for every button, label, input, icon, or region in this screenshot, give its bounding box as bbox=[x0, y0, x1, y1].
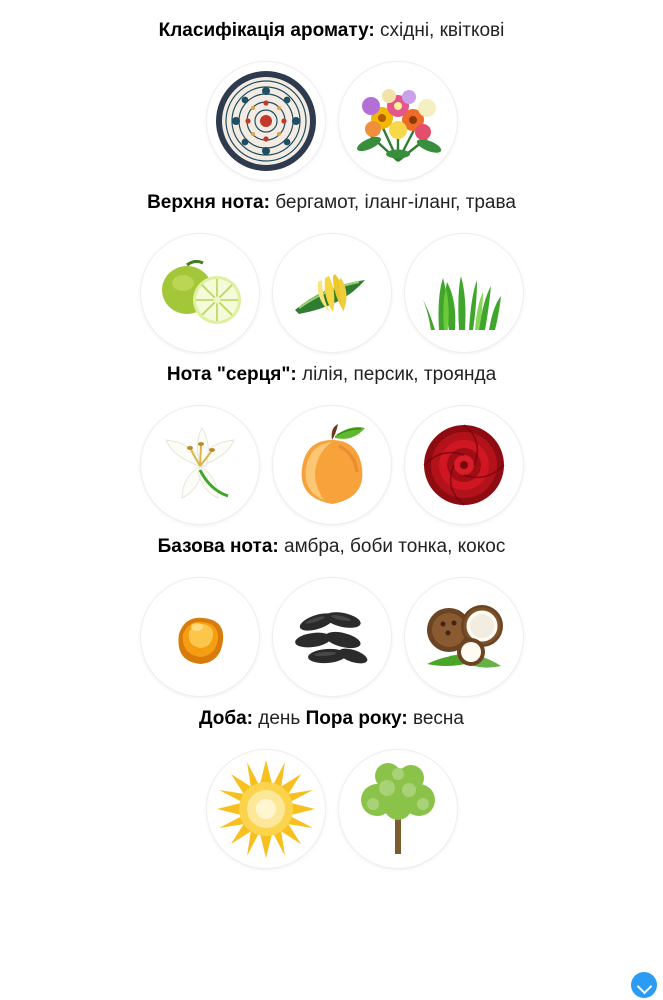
section-top-note bbox=[0, 184, 663, 352]
lily-icon bbox=[141, 406, 259, 524]
bergamot-icon bbox=[141, 234, 259, 352]
section-value: бергамот, іланг-іланг, трава bbox=[269, 192, 516, 213]
section-value: день bbox=[253, 708, 306, 729]
peach-icon bbox=[273, 406, 391, 524]
coconut-icon bbox=[405, 578, 523, 696]
scroll-down-button[interactable] bbox=[631, 972, 657, 998]
section-title-base-note bbox=[0, 528, 663, 560]
sun-icon bbox=[207, 750, 325, 868]
section-title-time-season bbox=[0, 700, 663, 732]
section-label: Класифікація аромату: bbox=[158, 20, 375, 41]
section-value: східні, квіткові bbox=[374, 20, 505, 41]
section-value: амбра, боби тонка, кокос bbox=[278, 536, 506, 557]
section-value-2: весна bbox=[407, 708, 464, 729]
oriental-mandala-icon bbox=[207, 62, 325, 180]
tonka-beans-icon bbox=[273, 578, 391, 696]
ylang-ylang-icon bbox=[273, 234, 391, 352]
icon-row-time-season bbox=[0, 750, 663, 868]
section-label: Верхня нота: bbox=[147, 192, 270, 213]
icon-row-heart-note bbox=[0, 406, 663, 524]
section-title-top-note bbox=[0, 184, 663, 216]
section-classification bbox=[0, 12, 663, 180]
section-base-note bbox=[0, 528, 663, 696]
icon-row-base-note bbox=[0, 578, 663, 696]
section-title-heart-note bbox=[0, 356, 663, 388]
section-label: Доба: bbox=[198, 708, 253, 729]
grass-icon bbox=[405, 234, 523, 352]
section-value: лілія, персик, троянда bbox=[296, 364, 497, 385]
icon-row-classification bbox=[0, 62, 663, 180]
spring-tree-icon bbox=[339, 750, 457, 868]
section-label: Нота "серця": bbox=[166, 364, 297, 385]
amber-icon bbox=[141, 578, 259, 696]
rose-icon bbox=[405, 406, 523, 524]
section-heart-note bbox=[0, 356, 663, 524]
section-title-classification bbox=[0, 12, 663, 44]
section-time-season bbox=[0, 700, 663, 868]
section-label-2: Пора року: bbox=[305, 708, 408, 729]
section-label: Базова нота: bbox=[157, 536, 279, 557]
flower-bouquet-icon bbox=[339, 62, 457, 180]
icon-row-top-note bbox=[0, 234, 663, 352]
